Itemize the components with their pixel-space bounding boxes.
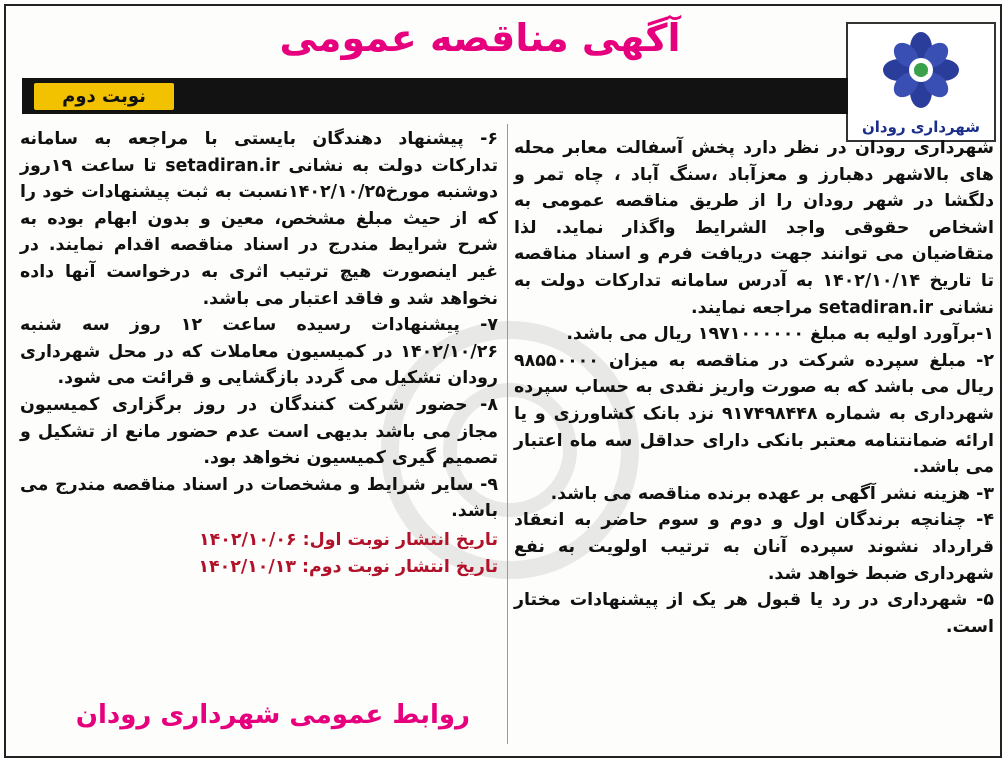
clause-1: ۱-برآورد اولیه به مبلغ ۱۹۷۱۰۰۰۰۰۰ ریال می باشد. bbox=[566, 324, 994, 345]
clause-6: ۶- پیشنهاد دهندگان بایستی با مراجعه به سامانه تدارکات دولت به نشانی setadiran.ir تا ساعت ۱۹روز دوشنبه مورخ۱۴۰۲/۱۰/۲۵نسبت به ثبت پیشنهادات خود را که از حیث مبلغ مشخص، معین و بدون ابهام بوده به شرح شرایط مندرج در اسناد مناقصه اقدام نمایند. در غیر اینصورت هیچ ترتیب اثری به درخواست آنها داده نخواهد شد و فاقد اعتبار می باشد. bbox=[20, 129, 498, 309]
clause-8: ۸- حضور شرکت کنندگان در روز برگزاری کمیسیون مجاز می باشد بدیهی است عدم حضور مانع از تشکیل و تصمیم گیری کمیسیون نخواهد بود. bbox=[20, 394, 498, 469]
left-column bbox=[20, 126, 498, 580]
logo bbox=[846, 22, 996, 142]
clause-4: ۴- چنانچه برندگان اول و دوم و سوم حاضر به انعقاد قرارداد نشوند سپرده آنان به ترتیب اولویت به نفع شهرداری ضبط خواهد شد. bbox=[514, 510, 994, 584]
logo-text: شهرداری رودان bbox=[861, 118, 981, 136]
intro-paragraph: شهرداری رودان در نظر دارد پخش آسفالت معابر محله های بالاشهر دهبارز و معزآباد ،سنگ آباد ، چاه تمر و دلگشا در شهر رودان را از طریق مناقصه عمومی به اشخاص حقوقی واجد الشرایط واگذار نماید. لذا متقاضیان می توانند جهت دریافت فرم و اسناد مناقصه تا تاریخ ۱۴۰۲/۱۰/۱۴ به آدرس سامانه تدارکات دولت به نشانی setadiran.ir مراجعه نمایند. bbox=[514, 138, 994, 318]
first-publication-date: تاریخ انتشار نوبت اول: ۱۴۰۲/۱۰/۰۶ bbox=[199, 529, 498, 550]
clause-2: ۲- مبلغ سپرده شرکت در مناقصه به میزان ۹۸۵۵۰۰۰۰ ریال می باشد که به صورت واریز نقدی به حساب سپرده شهرداری به شماره ۹۱۷۴۹۸۴۴۸ نزد بانک کشاورزی و یا ارائه ضمانتنامه معتبر بانکی دارای حداقل سه ماه اعتبار می باشد. bbox=[514, 350, 994, 478]
clause-3: ۳- هزینه نشر آگهی بر عهده برنده مناقصه می باشد. bbox=[550, 483, 994, 504]
municipality-flower-icon bbox=[878, 30, 964, 110]
notice-title: آگهی مناقصه عمومی bbox=[279, 16, 681, 60]
publication-dates bbox=[20, 527, 498, 580]
clause-9: ۹- سایر شرایط و مشخصات در اسناد مناقصه مندرج می باشد. bbox=[20, 474, 498, 522]
right-column bbox=[514, 135, 994, 640]
round-badge: نوبت دوم bbox=[34, 83, 174, 110]
public-relations-signature: روابط عمومی شهرداری رودان bbox=[75, 700, 470, 730]
column-divider bbox=[507, 124, 508, 744]
second-publication-date: تاریخ انتشار نوبت دوم: ۱۴۰۲/۱۰/۱۳ bbox=[198, 556, 498, 577]
clause-5: ۵- شهرداری در رد یا قبول هر یک از پیشنهادات مختار است. bbox=[514, 590, 994, 637]
clause-7: ۷- پیشنهادات رسیده ساعت ۱۲ روز سه شنبه ۱۴۰۲/۱۰/۲۶ در کمیسیون معاملات که در محل شهرداری رودان تشکیل می گردد بازگشایی و قرائت می شود. bbox=[20, 315, 498, 389]
